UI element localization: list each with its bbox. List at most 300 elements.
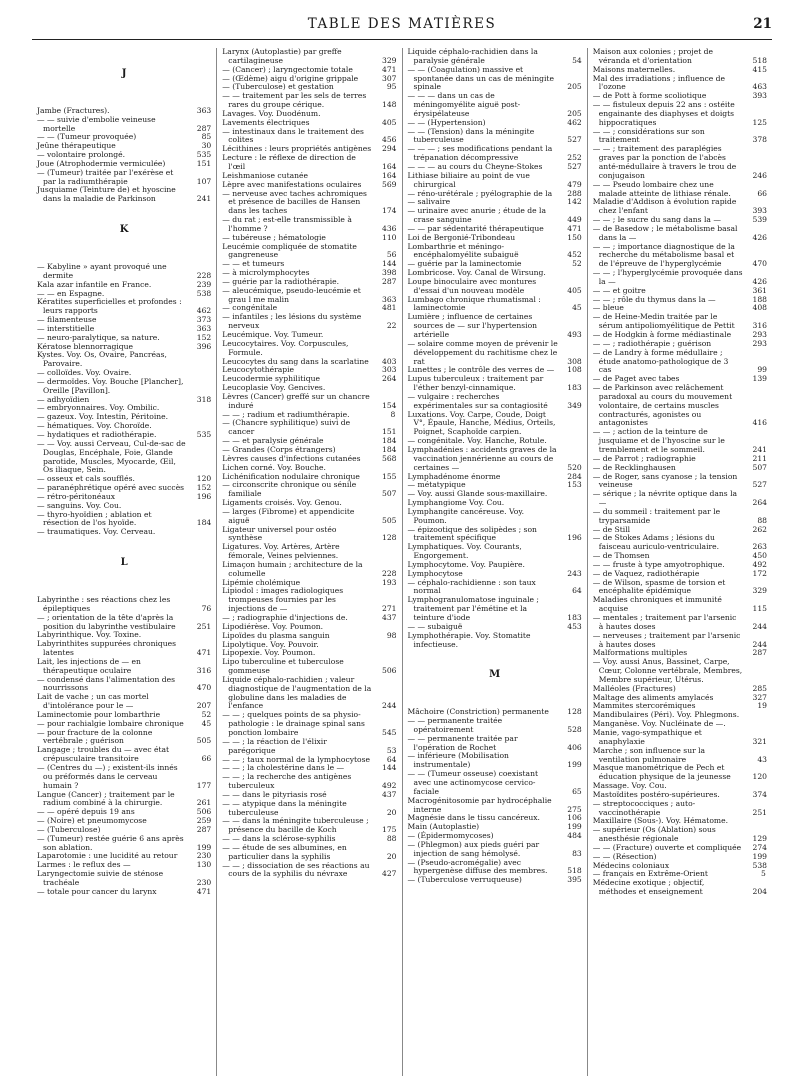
entry-page-number: 251	[752, 807, 767, 817]
entry-page-number: 144	[382, 763, 397, 773]
entry-page-number: 184	[196, 518, 212, 528]
entry-text: — — fistuleux depuis 22 ans : ostéite engainante des diaphyses et doigts hippocratiques	[592, 100, 735, 127]
entry-text: Main (Autoplastie)	[407, 822, 480, 832]
entry-page-number: 115	[752, 604, 767, 614]
entry-page-number: 506	[196, 807, 212, 817]
entry-page-number: 153	[567, 480, 582, 490]
entry-text: — — ; la réaction de l'élixir parégorique	[222, 736, 327, 755]
index-entry	[37, 596, 211, 614]
index-entry	[408, 296, 582, 314]
entry-text: — — suivie d'embolie veineuse mortelle	[37, 114, 156, 133]
entry-page-number: 120	[196, 474, 212, 484]
entry-text: Malléoles (Fractures)	[592, 683, 676, 693]
index-entry	[593, 75, 767, 93]
entry-text: Loupe binoculaire avec montures d'essai d'un nouveau modèle	[407, 276, 537, 295]
index-entry	[37, 870, 211, 888]
entry-text: — de Vaquez, radiothérapie	[592, 568, 700, 578]
entry-text: Ligatures. Voy. Artères, Artère fémorale, Veines pelviennes.	[222, 542, 340, 561]
entry-text: — — permanente traitée opératoirement	[407, 716, 503, 734]
entry-text: — — ; radiothérapie ; guérison	[592, 338, 712, 348]
entry-page-number: 506	[382, 666, 397, 676]
index-entry	[408, 92, 582, 119]
entry-page-number: 408	[752, 303, 767, 313]
entry-text: — — ; la cholestérine dans le —	[222, 763, 345, 773]
entry-page-number: 363	[196, 105, 212, 115]
entry-text: Macrogénitosomie par hydrocéphalie interne	[407, 795, 552, 814]
entry-text: — — ; quelques points de sa physio-pathologie : le drainage spinal sans ponction lombaire	[222, 710, 365, 737]
entry-text: Lavages. Voy. Duodénum.	[222, 108, 321, 118]
entry-page-number: 284	[567, 471, 582, 481]
entry-text: Lymphangite cancéreuse. Voy. Poumon.	[407, 506, 525, 525]
entry-text: — — fruste à type amyotrophique.	[592, 559, 725, 569]
entry-page-number: 154	[382, 400, 397, 410]
index-entry	[408, 859, 582, 877]
entry-page-number: 437	[382, 613, 397, 622]
entry-text: — filamenteuse	[37, 315, 97, 325]
entry-text: Lecture : le réflexe de direction de l'œil	[222, 153, 356, 171]
entry-page-number: 505	[196, 736, 212, 746]
entry-text: — de Paget avec tabes	[592, 374, 680, 384]
entry-page-number: 285	[752, 683, 767, 693]
entry-page-number: 172	[752, 568, 767, 578]
entry-text: — — opéré depuis 19 ans	[37, 807, 135, 817]
entry-page-number: 54	[572, 55, 582, 65]
index-entry	[593, 181, 767, 199]
index-entry	[593, 614, 767, 632]
entry-page-number: 450	[752, 551, 767, 561]
entry-text: — (Cancer) ; laryngectomie totale	[222, 64, 353, 74]
index-entry	[408, 446, 582, 473]
entry-text: Lèpre avec manifestations oculaires	[222, 179, 362, 189]
index-entry	[222, 844, 396, 862]
index-entry	[408, 841, 582, 859]
entry-page-number: 193	[382, 577, 397, 587]
index-entry	[408, 797, 582, 815]
entry-text: — — ; importance diagnostique de la recherche du métabolisme basal et de l'épreuve de l'hyperglycémie	[592, 241, 735, 269]
entry-page-number: 426	[752, 276, 767, 286]
entry-text: — streptococciques ; auto-vaccinothérapie	[592, 798, 696, 817]
entry-page-number: 307	[382, 73, 397, 83]
entry-page-number: 396	[196, 341, 212, 351]
index-entry	[37, 640, 211, 658]
entry-text: — — atypique dans la méningite tuberculeuse	[222, 798, 347, 817]
entry-text: — de Parrot ; radiographie	[592, 453, 696, 463]
entry-page-number: 142	[567, 197, 582, 207]
entry-text: — embryonnaires. Voy. Ombilic.	[37, 403, 160, 413]
entry-page-number: 374	[752, 789, 767, 799]
entry-text: Lunettes ; le contrôle des verres de —	[407, 365, 555, 375]
index-entry	[37, 169, 211, 187]
entry-text: Magnésie dans le tissu cancéreux.	[407, 813, 540, 823]
entry-text: — — (Coagulation) massive et spontanée dans un cas de méningite spinale	[407, 64, 554, 92]
entry-page-number: 196	[567, 533, 582, 543]
entry-page-number: 405	[382, 117, 397, 127]
entry-text: — de Pott à forme scoliotique	[592, 91, 707, 101]
index-entry	[37, 298, 211, 316]
entry-text: — — (Hypertension)	[407, 117, 486, 127]
entry-page-number: 493	[567, 330, 582, 339]
index-entry	[408, 596, 582, 623]
index-entry	[408, 770, 582, 797]
entry-text: — (Tumeur) restée guérie 6 ans après son ablation.	[37, 833, 184, 852]
entry-text: Leucoplasie Voy. Gencives.	[222, 383, 326, 393]
entry-text: Labyrinthique. Voy. Toxine.	[37, 630, 142, 640]
entry-page-number: 64	[572, 586, 582, 596]
entry-text: Mal des irradiations ; influence de l'ozone	[592, 73, 725, 92]
entry-text: — — subaiguë	[407, 621, 463, 631]
entry-text: — — ; dissociation de ses réactions au cours de la syphilis du névraxe	[222, 860, 370, 879]
entry-page-number: 479	[567, 179, 582, 189]
entry-page-number: 30	[201, 141, 212, 151]
entry-page-number: 151	[382, 427, 397, 437]
entry-page-number: 492	[752, 559, 767, 569]
entry-page-number: 492	[382, 781, 397, 791]
entry-text: Kératites superficielles et profondes : leurs rapports	[37, 297, 182, 316]
entry-page-number: 545	[382, 727, 397, 737]
entry-page-number: 287	[382, 276, 397, 286]
entry-text: — supérieur (Os (Ablation) sous anesthésie régionale	[592, 825, 716, 844]
entry-page-number: 177	[196, 780, 212, 790]
entry-text: — sanguins. Voy. Cou.	[37, 500, 122, 510]
entry-text: Jambe (Fractures).	[37, 105, 110, 115]
index-entry	[37, 528, 211, 537]
entry-page-number: 452	[567, 250, 582, 260]
index-entry	[37, 116, 211, 134]
entry-page-number: 83	[572, 848, 582, 858]
entry-text: — de Heine-Medin traitée par le sérum antipoliomyélitique de Pettit	[592, 312, 735, 331]
entry-text: — (Pseudo-acromégalie) avec hypergenèse diffuse des membres.	[407, 857, 548, 876]
entry-text: — nerveuses ; traitement par l'arsenic à hautes doses	[592, 630, 741, 649]
entry-page-number: 568	[382, 453, 397, 463]
entry-page-number: 288	[567, 188, 582, 198]
index-entry	[593, 198, 767, 216]
entry-text: — (Tuberculose)	[37, 824, 101, 834]
page-number: 21	[753, 16, 772, 32]
entry-page-number: 144	[382, 259, 397, 269]
entry-text: — — dans la méningite tuberculeuse ; présence du bacille de Koch	[222, 816, 369, 835]
index-entry	[37, 835, 211, 853]
entry-page-number: 56	[386, 250, 397, 260]
entry-page-number: 88	[386, 834, 397, 844]
entry-text: — congénitale. Voy. Hanche, Rotule.	[407, 436, 547, 446]
entry-text: — de Still	[592, 524, 631, 534]
entry-text: — — (Tumeur osseuse) coexistant avec une actinomycose cervico-faciale	[407, 769, 539, 796]
index-entry	[593, 473, 767, 491]
index-entry	[408, 579, 582, 597]
index-entry	[222, 48, 396, 66]
entry-page-number: 66	[201, 754, 212, 764]
index-entry	[37, 729, 211, 747]
index-entry	[222, 543, 396, 561]
index-column-2	[216, 48, 401, 1076]
entry-page-number: 196	[196, 491, 212, 501]
entry-page-number: 88	[757, 515, 767, 525]
entry-page-number: 363	[382, 294, 397, 304]
entry-text: Labyrinthites suppurées chroniques latentes	[37, 639, 177, 658]
entry-page-number: 251	[196, 621, 212, 631]
index-entry	[222, 243, 396, 261]
entry-page-number: 471	[196, 648, 212, 658]
entry-page-number: 294	[382, 144, 397, 154]
entry-page-number: 183	[567, 613, 582, 622]
entry-page-number: 148	[382, 100, 397, 110]
section-letter: L	[120, 557, 128, 569]
entry-text: Lipolytique. Voy. Pouvoir.	[222, 639, 319, 649]
section-letter: J	[121, 68, 127, 79]
entry-text: — — par sédentarité thérapeutique	[407, 223, 544, 233]
entry-text: — de Basedow ; le métabolisme basal dans la —	[592, 223, 738, 242]
entry-page-number: 45	[572, 303, 582, 313]
entry-page-number: 264	[752, 498, 767, 508]
entry-text: Kala azar infantile en France.	[37, 279, 152, 289]
entry-page-number: 246	[752, 170, 767, 180]
index-entry	[408, 145, 582, 163]
entry-page-number: 184	[382, 444, 397, 454]
entry-page-number: 262	[752, 524, 767, 534]
entry-text: — neuro-paralytique, sa nature.	[37, 332, 160, 342]
index-entry	[222, 738, 396, 756]
index-entry	[222, 190, 396, 217]
entry-text: — — ; rôle du thymus dans la —	[592, 294, 716, 304]
entry-page-number: 275	[567, 804, 582, 814]
entry-page-number: 287	[196, 123, 212, 133]
entry-text: — infantiles ; les lésions du système nerveux	[222, 312, 362, 331]
entry-text: Kératose blennorragique	[37, 341, 134, 351]
index-entry	[593, 826, 767, 844]
entry-text: Lait de vache ; un cas mortel d'intolérance pour le —	[37, 692, 149, 711]
entry-text: Manie, vago-sympathique et anaphylaxie	[592, 727, 702, 746]
entry-text: — français en Extrême-Orient	[592, 869, 708, 879]
index-entry	[222, 340, 396, 358]
entry-page-number: 150	[567, 232, 582, 242]
entry-page-number: 19	[757, 701, 767, 711]
entry-page-number: 436	[382, 223, 397, 233]
index-entry	[408, 278, 582, 296]
entry-text: Lipodiérèse. Voy. Poumon.	[222, 621, 324, 631]
index-entry	[408, 340, 582, 367]
entry-text: — — — dans un cas de méningomyélite aiguë post-érysipélateuse	[407, 91, 521, 118]
entry-text: Jusquiame (Teinture de) et hyoscine dans la maladie de Parkinson	[37, 185, 176, 204]
entry-text: Lumière ; influence de certaines sources de — sur l'hypertension artérielle	[407, 312, 538, 339]
entry-text: Loi de Bergonié-Tribondeau	[407, 232, 516, 242]
index-entry	[408, 876, 582, 885]
section-letter: M	[489, 669, 501, 681]
entry-text: — inférieure (Mobilisation instrumentale)	[407, 751, 509, 770]
entry-text: Marche ; son influence sur la ventilation pulmonaire	[592, 745, 706, 764]
entry-page-number: 538	[752, 860, 767, 870]
entry-text: Leucodermie syphilitique	[222, 374, 320, 384]
entry-page-number: 183	[567, 383, 582, 393]
entry-text: Ligateur universel pour ostéo synthèse	[222, 524, 337, 543]
entry-page-number: 241	[752, 444, 767, 454]
entry-page-number: 398	[382, 268, 397, 278]
entry-text: — totale pour cancer du larynx	[37, 886, 157, 896]
entry-page-number: 207	[196, 701, 212, 711]
entry-page-number: 239	[196, 279, 212, 289]
index-entry	[37, 888, 211, 897]
index-entry	[37, 693, 211, 711]
entry-page-number: 85	[201, 132, 212, 142]
index-entry	[408, 48, 582, 66]
entry-page-number: 199	[752, 851, 767, 861]
entry-text: — — Pseudo lombaire chez une malade atteinte de lithiase rénale.	[592, 179, 731, 198]
entry-page-number: 470	[752, 259, 767, 269]
entry-text: Maisons maternelles.	[592, 64, 676, 74]
entry-text: — volontaire prolongé.	[37, 150, 126, 160]
entry-text: Lupus tuberculeux : traitement par l'éther benzyl-cinnamique.	[407, 374, 544, 393]
entry-page-number: 327	[752, 692, 767, 702]
index-columns	[32, 48, 772, 1076]
entry-page-number: 528	[567, 724, 582, 734]
entry-text: — de Parkinson avec relâchement paradoxal au cours du mouvement volontaire, de certains muscles contracturés, agonistes ou antagonistes	[592, 383, 733, 428]
index-entry	[222, 92, 396, 110]
entry-page-number: 287	[196, 824, 212, 834]
entry-text: — de Thomsen	[592, 551, 650, 561]
entry-text: Luxations. Voy. Carpe, Coude, Doigt V°, Épaule, Hanche, Médius, Orteils, Poignet, Scaphoïde carpien.	[407, 409, 556, 437]
entry-text: — condensé dans l'alimentation des nourrissons	[37, 674, 176, 693]
entry-text: — Voy. aussi Glande sous-maxillaire.	[407, 489, 548, 499]
index-entry	[593, 658, 767, 685]
index-entry	[593, 747, 767, 765]
index-entry	[408, 393, 582, 411]
index-entry	[593, 596, 767, 614]
index-entry	[222, 773, 396, 791]
entry-text: — congénitale	[222, 303, 278, 313]
entry-text: Mandibulaires (Péri). Voy. Phlegmons.	[592, 710, 740, 720]
entry-text: Lithiase biliaire au point de vue chirurgical	[407, 170, 530, 189]
entry-page-number: 52	[201, 709, 212, 719]
entry-text: — guérie par la radiothérapie.	[222, 276, 340, 286]
entry-text: — larges (Fibrome) et appendicite aiguë	[222, 506, 355, 525]
entry-text: Lichen corné. Voy. Bouche.	[222, 462, 326, 472]
entry-page-number: 184	[382, 436, 397, 446]
index-entry	[222, 216, 396, 234]
entry-text: Maladies chroniques et immunité acquise	[592, 595, 722, 614]
entry-text: — osseux et cals soufflés.	[37, 474, 135, 484]
entry-page-number: 164	[382, 161, 397, 171]
entry-text: — à microlymphocytes	[222, 268, 310, 278]
entry-page-number: 463	[752, 82, 767, 92]
entry-page-number: 174	[382, 206, 397, 216]
index-entry	[37, 378, 211, 396]
index-entry	[593, 490, 767, 508]
entry-text: — (Tumeur) traitée par l'exérèse et par la radiumthérapie	[37, 167, 174, 186]
index-entry	[408, 735, 582, 753]
index-entry	[37, 676, 211, 694]
entry-page-number: 527	[567, 135, 582, 145]
index-entry	[408, 632, 582, 650]
entry-page-number: 43	[757, 754, 767, 764]
entry-text: — paranéphrétique opéré avec succès	[37, 483, 185, 493]
entry-text: Lavements électriques	[222, 117, 310, 127]
entry-page-number: 64	[386, 754, 397, 764]
section-letter: K	[119, 224, 129, 236]
entry-page-number: 20	[386, 807, 397, 817]
entry-page-number: 106	[567, 813, 582, 823]
entry-text: Lymphocytome. Voy. Paupière.	[407, 559, 525, 569]
index-entry	[408, 543, 582, 561]
entry-text: — — Voy. aussi Cerveau, Cul-de-sac de Douglas, Encéphale, Foie, Glande parotide, Muscles, Myocarde, Œil, Os iliaque, Sein.	[37, 438, 186, 475]
index-entry	[37, 746, 211, 764]
entry-text: Larmes : le reflux des —	[37, 860, 131, 870]
index-entry	[222, 287, 396, 305]
entry-page-number: 507	[382, 489, 397, 499]
entry-page-number: 318	[196, 394, 212, 404]
entry-text: — pour rachialgie lombaire chronique	[37, 718, 184, 728]
entry-page-number: 243	[567, 568, 582, 578]
index-entry	[408, 207, 582, 225]
entry-page-number: 152	[196, 483, 212, 493]
entry-page-number: 520	[567, 462, 582, 472]
entry-text: Lipiodol : images radiologiques trompeuses fournies par les injections de —	[222, 586, 344, 614]
index-entry	[37, 791, 211, 809]
entry-page-number: 199	[196, 842, 212, 852]
index-entry	[593, 225, 767, 243]
entry-page-number: 164	[382, 170, 397, 180]
entry-page-number: 65	[572, 786, 582, 796]
entry-text: Malformations multiples	[592, 648, 688, 658]
entry-text: — urinaire avec anurie ; étude de la crase sanguine	[407, 206, 546, 225]
entry-text: Lumbago chronique rhumatismal : laminectomie	[407, 294, 541, 313]
entry-page-number: 45	[201, 718, 212, 728]
entry-text: — — ; taux normal de la lymphocytose	[222, 754, 371, 764]
entry-text: Liquide céphalo-rachidien ; valeur diagnostique de l'augmentation de la globuline dans les maladies de l'enfance	[222, 674, 372, 711]
entry-text: — — étude de ses albumines, en particulier dans la syphilis	[222, 842, 347, 861]
entry-page-number: 199	[567, 760, 582, 770]
entry-text: Laryngectomie suivie de sténose trachéale	[37, 869, 164, 887]
index-entry	[593, 729, 767, 747]
index-column-3	[402, 48, 587, 1076]
entry-text: — céphalo-rachidienne : son taux normal	[407, 577, 536, 596]
entry-page-number: 303	[382, 365, 397, 375]
entry-text: Lécithines : leurs propriétés antigènes	[222, 144, 372, 154]
entry-text: — (Tuberculose verruqueuse)	[407, 875, 522, 885]
entry-text: Leucocytaires. Voy. Corpuscules, Formule.	[222, 338, 349, 357]
entry-text: — salivaire	[407, 197, 451, 207]
entry-page-number: 535	[196, 150, 212, 160]
entry-text: — (Noire) et pneumomycose	[37, 816, 147, 826]
entry-text: Lymphadénome énorme	[407, 471, 501, 481]
entry-page-number: 287	[752, 648, 767, 658]
entry-page-number: 470	[196, 683, 212, 693]
entry-page-number: 363	[196, 323, 212, 333]
index-entry	[408, 526, 582, 544]
entry-text: — thyro-hyoïdien ; ablation et résection de l'os hyoïde.	[37, 509, 152, 528]
entry-text: Lymphogranulomatose inguinale ; traitement par l'émétine et la teinture d'iode	[407, 595, 539, 622]
entry-page-number: 241	[196, 194, 212, 204]
entry-text: Lymphothérapie. Voy. Stomatite infectieuse.	[407, 630, 531, 649]
entry-text: — — et goitre	[592, 285, 646, 295]
index-entry	[408, 375, 582, 393]
entry-page-number: 308	[567, 356, 582, 366]
entry-page-number: 20	[386, 851, 397, 861]
index-entry	[593, 579, 767, 597]
entry-text: — (Épidermomycoses)	[407, 831, 494, 841]
index-entry	[593, 145, 767, 180]
entry-page-number: 453	[567, 621, 582, 631]
entry-page-number: 471	[567, 223, 582, 233]
index-entry	[37, 263, 211, 281]
entry-page-number: 415	[752, 64, 767, 74]
entry-text: Kystes. Voy. Os, Ovaire, Pancréas, Parovaire.	[37, 350, 167, 369]
entry-page-number: 321	[752, 736, 767, 746]
entry-text: — du rat ; est-elle transmissible à l'homme ?	[222, 215, 352, 233]
entry-text: Joue (Atrophodermie vermiculée)	[37, 158, 166, 168]
entry-page-number: 228	[382, 568, 397, 578]
index-entry	[222, 128, 396, 146]
entry-text: Ligaments croisés. Voy. Genou.	[222, 498, 342, 508]
entry-text: Lait, les injections de — en thérapeutique oculaire	[37, 656, 141, 675]
